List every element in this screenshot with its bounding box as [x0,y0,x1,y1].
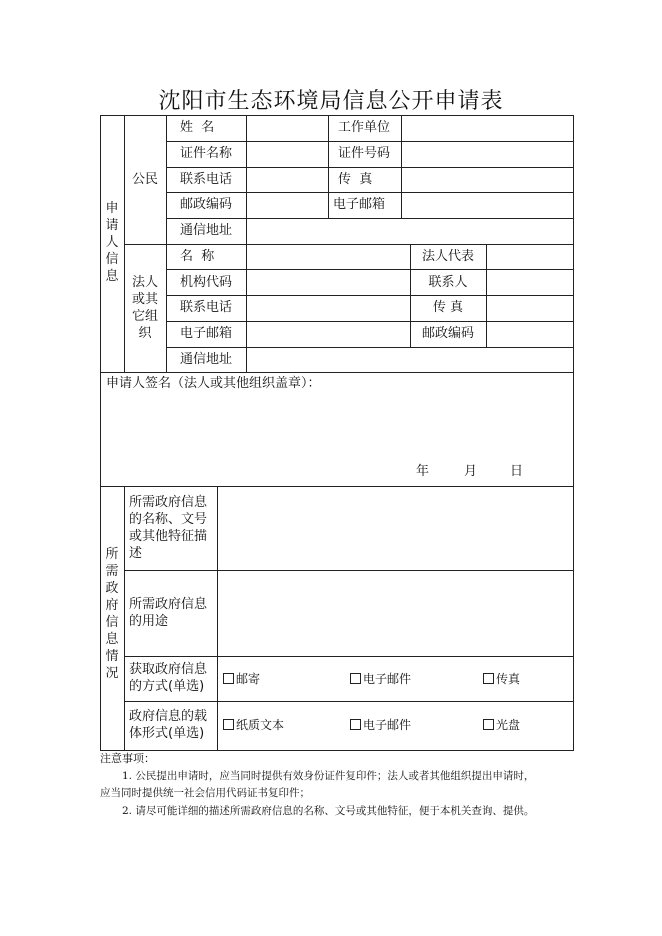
date-year: 年 [416,464,430,479]
field-label-org-address: 通信地址 [180,352,233,367]
option-label: 电子邮件 [363,672,412,686]
grid-line [124,656,573,657]
grid-line [166,295,573,296]
method-option-email[interactable] [350,671,411,687]
applicant-info-label: 申请人信息 [105,201,119,284]
date-month: 月 [464,464,478,479]
field-label-id-number: 证件号码 [338,146,391,161]
field-label-employer: 工作单位 [338,120,391,135]
grid-line [166,321,573,322]
field-label-org-phone: 联系电话 [180,300,233,315]
option-label: 电子邮件 [363,718,412,732]
option-label: 邮寄 [236,672,261,686]
grid-line [100,372,574,373]
grid-line [166,192,573,193]
info-section-label: 所需政府信息情况 [105,547,119,681]
field-label-org-fax: 传 真 [432,300,464,315]
table-border [573,115,574,751]
checkbox-icon[interactable] [483,719,494,730]
address-input[interactable] [247,219,573,244]
info-method-label: 获取政府信息的方式(单选) [129,662,208,694]
grid-line [166,269,573,270]
date-day: 日 [510,464,524,479]
table-border [100,750,574,751]
field-label-org-code: 机构代码 [180,275,233,290]
grid-line [166,347,573,348]
field-label-email: 电子邮箱 [333,197,386,212]
note-1-line-2: 应当同时提供统一社会信用代码证书复印件； [100,787,310,799]
field-label-postcode: 邮政编码 [180,197,233,212]
option-label: 纸质文本 [236,718,285,732]
grid-line [124,570,573,571]
grid-line [166,167,573,168]
field-label-org-postcode: 邮政编码 [421,326,474,341]
field-label-phone: 联系电话 [180,172,233,187]
note-1-line-1: 1. 公民提出申请时，应当同时提供有效身份证件复印件；法人或者其他组织提出申请时， [122,770,535,782]
grid-line [124,486,125,750]
checkbox-icon[interactable] [223,673,234,684]
carrier-option-disc[interactable] [483,717,520,733]
signature-label: 申请人签名（法人或其他组织盖章）： [106,376,321,391]
grid-line [100,486,574,487]
field-label-org-name: 名 称 [180,249,215,264]
checkbox-icon[interactable] [350,719,361,730]
checkbox-icon[interactable] [350,673,361,684]
option-label: 光盘 [496,718,521,732]
field-label-address: 通信地址 [180,223,233,238]
employer-input[interactable] [402,116,573,141]
notes-heading: 注意事项： [100,752,155,765]
name-input[interactable] [247,116,328,141]
grid-line [124,244,573,245]
grid-line [217,486,218,750]
info-carrier-label: 政府信息的载体形式(单选) [129,709,208,741]
field-label-fax: 传 真 [338,172,373,187]
info-purpose-label: 所需政府信息的用途 [129,597,208,629]
field-label-name: 姓 名 [180,120,215,135]
field-label-contact: 联系人 [428,275,468,290]
grid-line [124,701,573,702]
method-option-fax[interactable] [483,671,520,687]
checkbox-icon[interactable] [223,719,234,730]
form-title: 沈阳市生态环境局信息公开申请表 [158,89,504,114]
note-2: 2. 请尽可能详细的描述所需政府信息的名称、文号或其他特征，便于本机关查询、提供。 [122,805,535,817]
citizen-label: 公民 [131,172,158,187]
table-border [100,115,101,751]
field-label-legal-rep: 法人代表 [421,249,474,264]
info-desc-label: 所需政府信息的名称、文号或其他特征描述 [129,495,208,561]
checkbox-icon[interactable] [483,673,494,684]
field-label-org-email: 电子邮箱 [180,326,233,341]
carrier-option-email[interactable] [350,717,411,733]
field-label-id-type: 证件名称 [180,146,233,161]
grid-line [166,141,573,142]
org-label: 法人或其它组织 [131,275,158,341]
carrier-option-paper[interactable] [223,717,284,733]
method-option-mail[interactable] [223,671,260,687]
option-label: 传真 [496,672,521,686]
